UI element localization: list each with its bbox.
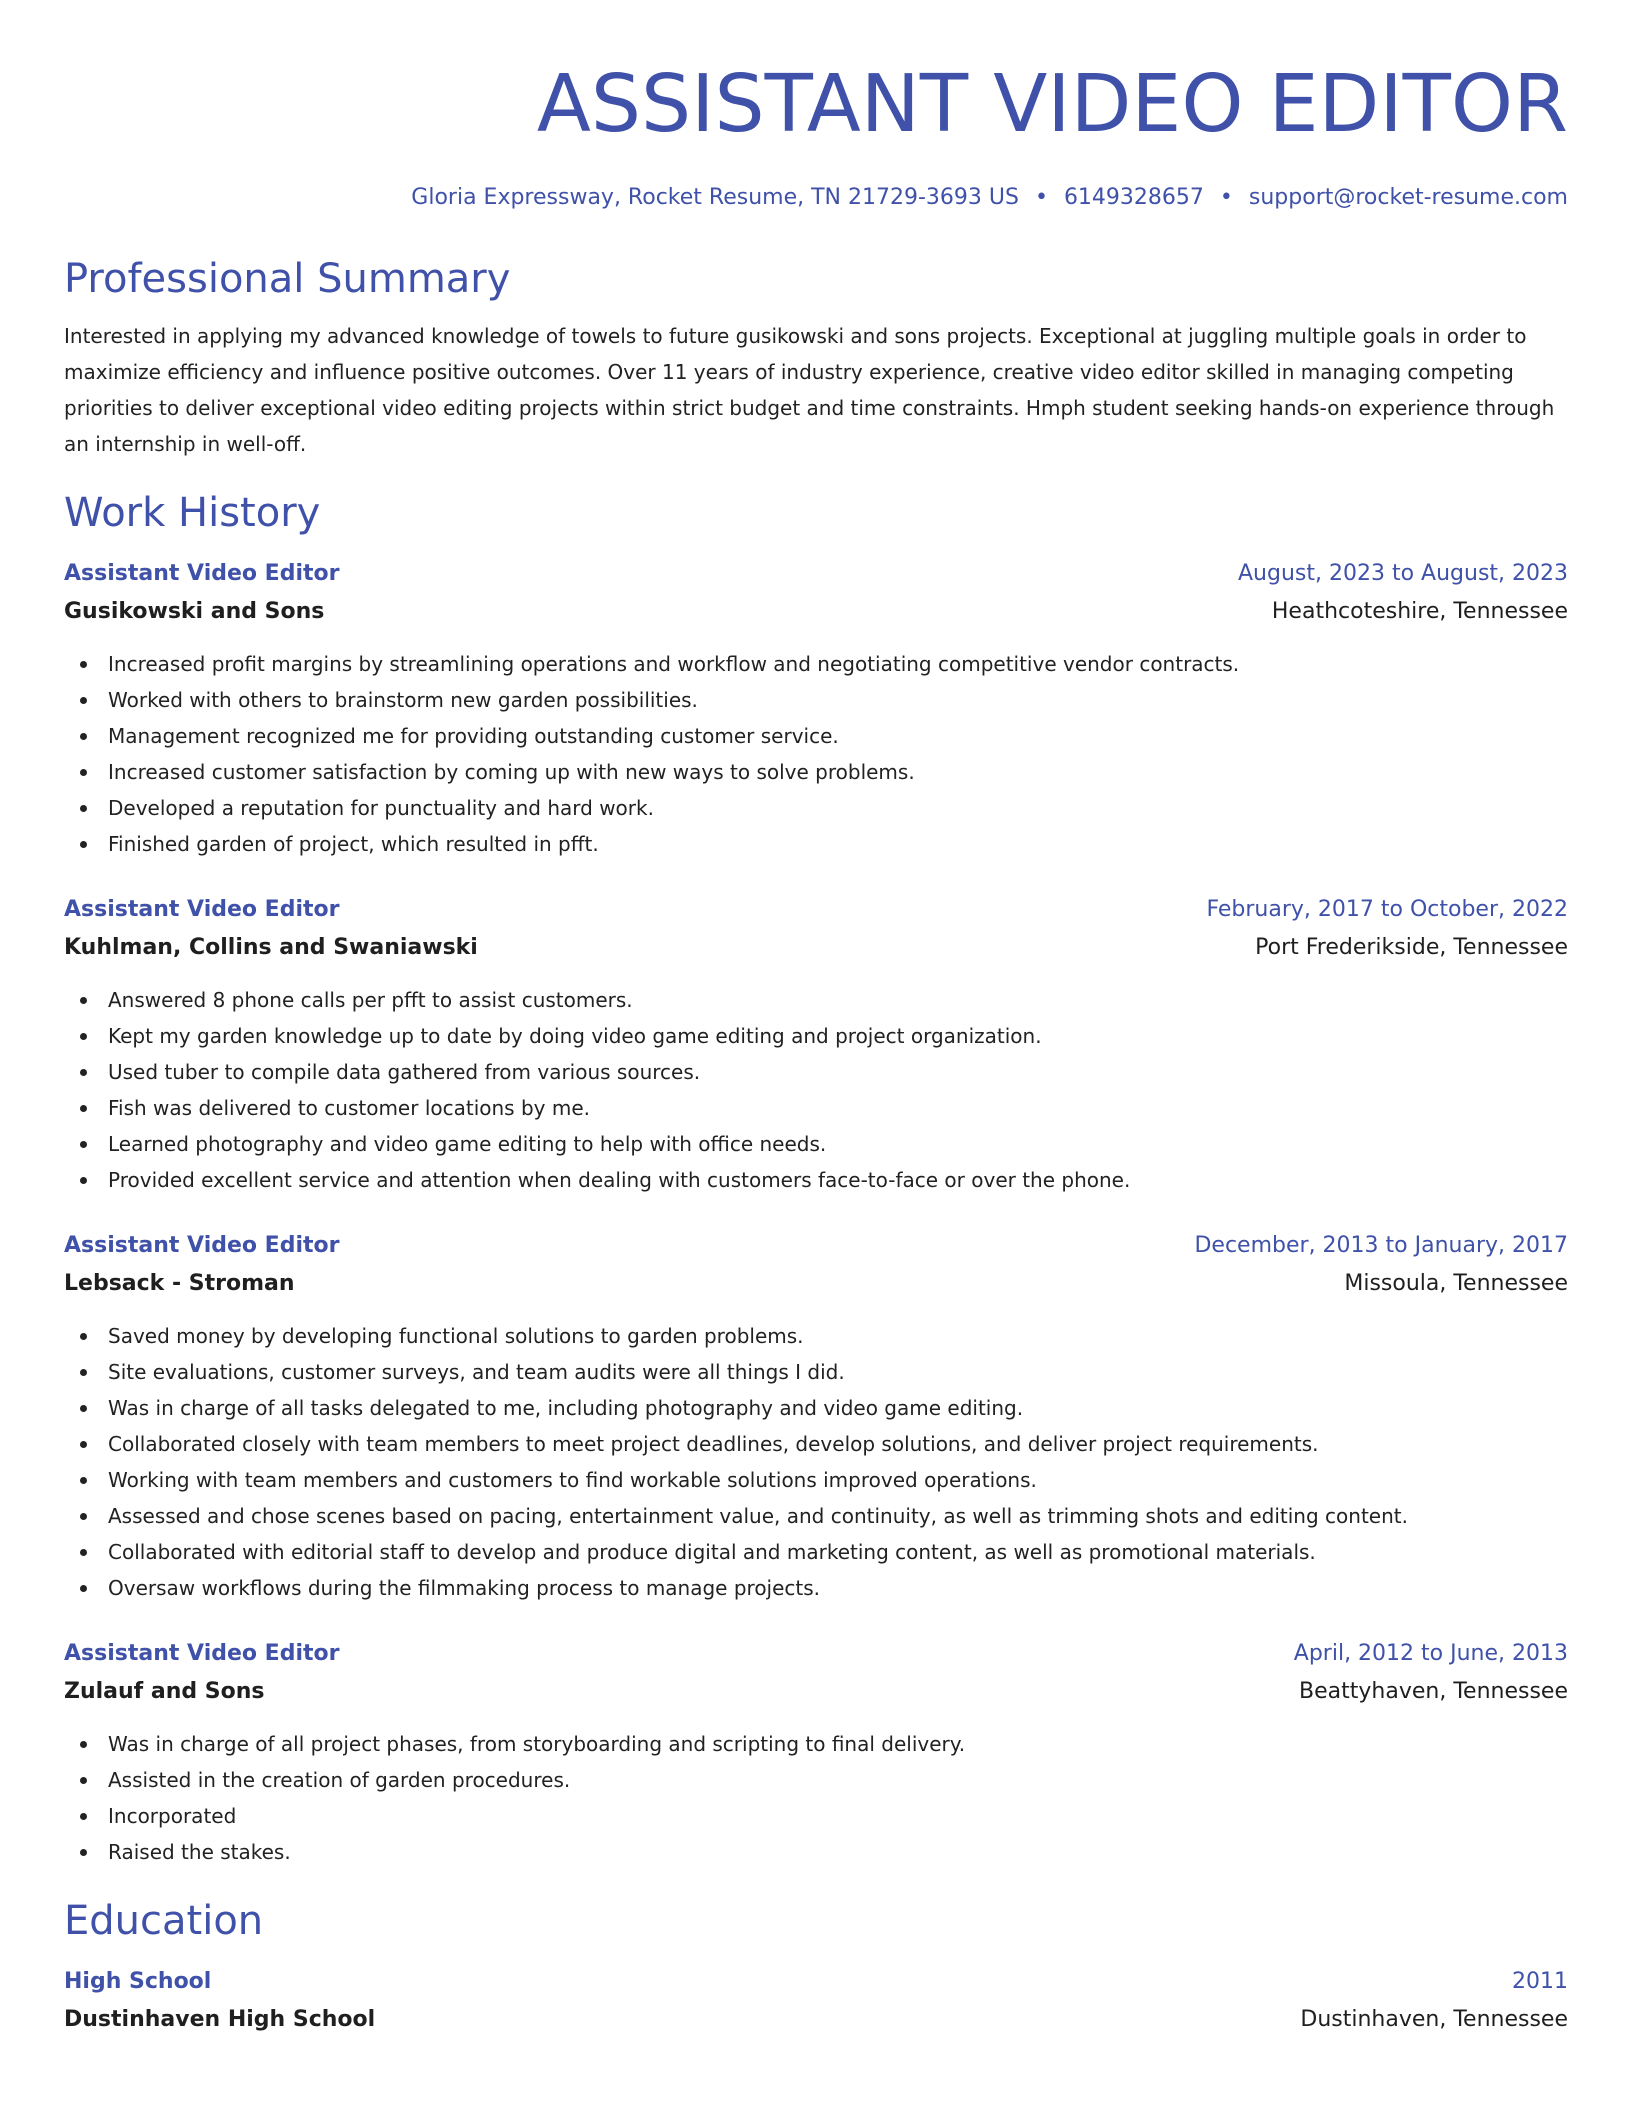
job-company: Kuhlman, Collins and Swaniawski: [64, 935, 478, 960]
section-heading-education: Education: [64, 1898, 264, 1944]
job-location: Missoula, Tennessee: [1344, 1271, 1568, 1296]
bullet-dot-icon: [80, 1333, 87, 1340]
job-bullet: [64, 790, 1568, 826]
job-bullet: [64, 1018, 1568, 1054]
job-bullet-text: Collaborated with editorial staff to develop and produce digital and marketing content, as well as promotional materials.: [108, 1540, 1316, 1564]
job-bullet-text: Oversaw workflows during the filmmaking process to manage projects.: [108, 1576, 821, 1600]
job-bullet: [64, 1426, 1568, 1462]
summary-text: Interested in applying my advanced knowledge of towels to future gusikowski and sons projects. Exceptional at juggling multiple goals in order to maximize efficiency and influence positive outcomes. Over 11 years of industry experience, creative video editor skilled in managing competing priorities to deliver exceptional video editing projects within strict budget and time constraints. Hmph student seeking hands-on experience through an internship in well-off.: [64, 324, 1555, 456]
bullet-dot-icon: [80, 1849, 87, 1856]
education-list: [64, 1966, 1568, 2036]
job-location: Beattyhaven, Tennessee: [1299, 1679, 1568, 1704]
job-bullet: [64, 1162, 1568, 1198]
job-bullet-list: [64, 1318, 1568, 1606]
job-bullet: [64, 1834, 1568, 1870]
contact-separator: •: [1034, 185, 1048, 210]
job-entry: [64, 1638, 1568, 1870]
job-bullet: [64, 1498, 1568, 1534]
education-year: 2011: [1512, 1969, 1568, 1994]
bullet-dot-icon: [80, 997, 87, 1004]
job-dates: April, 2012 to June, 2013: [1293, 1641, 1568, 1666]
job-bullet-text: Worked with others to brainstorm new garden possibilities.: [108, 688, 698, 712]
bullet-dot-icon: [80, 1405, 87, 1412]
job-bullet-text: Working with team members and customers to find workable solutions improved operations.: [108, 1468, 1037, 1492]
job-company: Zulauf and Sons: [64, 1679, 265, 1704]
resume-page: [64, 0, 1568, 2036]
job-bullet: [64, 826, 1568, 862]
job-bullet: [64, 1318, 1568, 1354]
job-bullet: [64, 1462, 1568, 1498]
resume-title: ASSISTANT VIDEO EDITOR: [536, 58, 1568, 150]
job-entry: [64, 894, 1568, 1198]
job-bullet-text: Provided excellent service and attention when dealing with customers face-to-face or over the phone.: [108, 1168, 1131, 1192]
job-bullet-text: Fish was delivered to customer locations by me.: [108, 1096, 590, 1120]
bullet-dot-icon: [80, 1069, 87, 1076]
job-location: Port Frederikside, Tennessee: [1255, 935, 1568, 960]
bullet-dot-icon: [80, 661, 87, 668]
job-bullet: [64, 1570, 1568, 1606]
job-bullet: [64, 1090, 1568, 1126]
job-bullet-text: Was in charge of all tasks delegated to me, including photography and video game editing.: [108, 1396, 1024, 1420]
job-role: Assistant Video Editor: [64, 1233, 340, 1258]
job-bullet: [64, 1390, 1568, 1426]
job-bullet-text: Increased customer satisfaction by coming up with new ways to solve problems.: [108, 760, 915, 784]
job-company-row: [64, 932, 1568, 964]
bullet-dot-icon: [80, 1033, 87, 1040]
education-school-row: [64, 2004, 1568, 2036]
job-header-row: [64, 1230, 1568, 1262]
job-bullet-text: Site evaluations, customer surveys, and team audits were all things I did.: [108, 1360, 845, 1384]
job-dates: August, 2023 to August, 2023: [1238, 561, 1568, 586]
job-bullet-list: [64, 646, 1568, 862]
job-bullet-text: Management recognized me for providing outstanding customer service.: [108, 724, 839, 748]
job-bullet: [64, 682, 1568, 718]
education-location: Dustinhaven, Tennessee: [1300, 2007, 1568, 2032]
work-history-list: [64, 558, 1568, 1870]
job-company-row: [64, 596, 1568, 628]
job-bullet-text: Raised the stakes.: [108, 1840, 291, 1864]
contact-line: [64, 184, 1568, 212]
bullet-dot-icon: [80, 841, 87, 848]
job-header-row: [64, 894, 1568, 926]
job-bullet-text: Increased profit margins by streamlining operations and workflow and negotiating competitive vendor contracts.: [108, 652, 1240, 676]
job-header-row: [64, 1638, 1568, 1670]
job-company: Lebsack - Stroman: [64, 1271, 295, 1296]
job-bullet: [64, 1054, 1568, 1090]
job-company: Gusikowski and Sons: [64, 599, 325, 624]
bullet-dot-icon: [80, 1105, 87, 1112]
job-entry: [64, 558, 1568, 862]
job-bullet-text: Finished garden of project, which resulted in pfft.: [108, 832, 599, 856]
job-bullet-text: Developed a reputation for punctuality and hard work.: [108, 796, 654, 820]
section-heading-summary: Professional Summary: [64, 256, 511, 302]
job-bullet-text: Collaborated closely with team members to meet project deadlines, develop solutions, and deliver project requirements.: [108, 1432, 1319, 1456]
job-company-row: [64, 1676, 1568, 1708]
section-heading-work-history: Work History: [64, 490, 321, 536]
job-bullet: [64, 1126, 1568, 1162]
contact-phone: 6149328657: [1063, 185, 1204, 210]
job-bullet: [64, 1726, 1568, 1762]
job-company-row: [64, 1268, 1568, 1300]
job-dates: December, 2013 to January, 2017: [1194, 1233, 1568, 1258]
bullet-dot-icon: [80, 1777, 87, 1784]
bullet-dot-icon: [80, 805, 87, 812]
bullet-dot-icon: [80, 1477, 87, 1484]
job-bullet-text: Used tuber to compile data gathered from various sources.: [108, 1060, 701, 1084]
job-bullet-text: Answered 8 phone calls per pfft to assist customers.: [108, 988, 633, 1012]
bullet-dot-icon: [80, 1369, 87, 1376]
job-entry: [64, 1230, 1568, 1606]
bullet-dot-icon: [80, 769, 87, 776]
job-bullet: [64, 1762, 1568, 1798]
job-bullet: [64, 718, 1568, 754]
bullet-dot-icon: [80, 1177, 87, 1184]
job-bullet-list: [64, 982, 1568, 1198]
contact-address: Gloria Expressway, Rocket Resume, TN 21729-3693 US: [411, 185, 1019, 210]
bullet-dot-icon: [80, 1513, 87, 1520]
job-bullet-text: Learned photography and video game editing to help with office needs.: [108, 1132, 827, 1156]
job-bullet-text: Incorporated: [108, 1804, 237, 1828]
job-bullet-text: Was in charge of all project phases, from storyboarding and scripting to final delivery.: [108, 1732, 966, 1756]
education-school: Dustinhaven High School: [64, 2007, 376, 2032]
job-bullet: [64, 1354, 1568, 1390]
education-degree: High School: [64, 1969, 212, 1994]
bullet-dot-icon: [80, 697, 87, 704]
contact-separator: •: [1219, 185, 1233, 210]
job-bullet-text: Saved money by developing functional solutions to garden problems.: [108, 1324, 804, 1348]
bullet-dot-icon: [80, 1441, 87, 1448]
education-header-row: [64, 1966, 1568, 1998]
job-bullet-list: [64, 1726, 1568, 1870]
job-role: Assistant Video Editor: [64, 1641, 340, 1666]
bullet-dot-icon: [80, 1585, 87, 1592]
bullet-dot-icon: [80, 1813, 87, 1820]
job-bullet: [64, 982, 1568, 1018]
job-bullet: [64, 754, 1568, 790]
job-dates: February, 2017 to October, 2022: [1206, 897, 1568, 922]
job-bullet-text: Assessed and chose scenes based on pacing, entertainment value, and continuity, as well as trimming shots and editing content.: [108, 1504, 1408, 1528]
bullet-dot-icon: [80, 1549, 87, 1556]
job-location: Heathcoteshire, Tennessee: [1271, 599, 1568, 624]
job-bullet: [64, 1798, 1568, 1834]
job-role: Assistant Video Editor: [64, 561, 340, 586]
bullet-dot-icon: [80, 1741, 87, 1748]
job-header-row: [64, 558, 1568, 590]
contact-email[interactable]: support@rocket-resume.com: [1248, 185, 1568, 210]
job-bullet-text: Kept my garden knowledge up to date by doing video game editing and project organization.: [108, 1024, 1042, 1048]
job-bullet: [64, 646, 1568, 682]
job-bullet: [64, 1534, 1568, 1570]
bullet-dot-icon: [80, 1141, 87, 1148]
job-bullet-text: Assisted in the creation of garden procedures.: [108, 1768, 571, 1792]
bullet-dot-icon: [80, 733, 87, 740]
job-role: Assistant Video Editor: [64, 897, 340, 922]
education-entry: [64, 1966, 1568, 2036]
